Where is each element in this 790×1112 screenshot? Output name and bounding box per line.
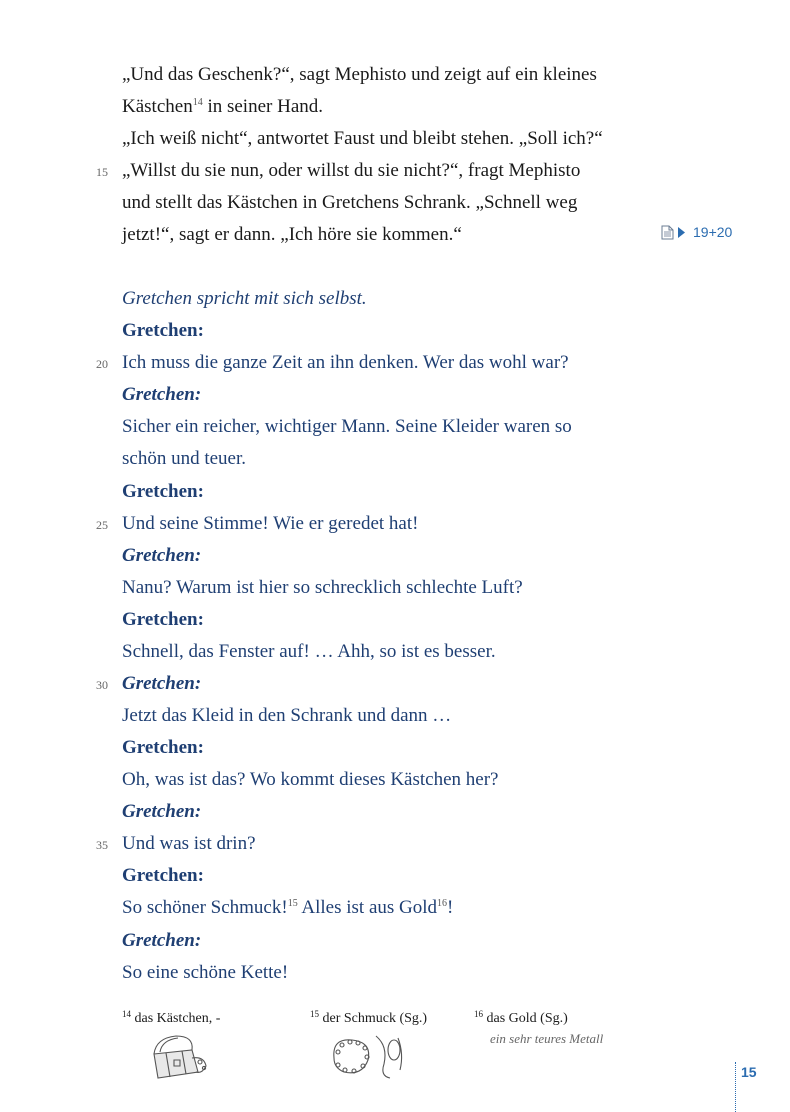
play-icon xyxy=(677,226,686,239)
footnote-ref: 16 xyxy=(437,898,448,909)
speaker-label: Gretchen: xyxy=(122,384,202,405)
document-icon xyxy=(661,225,674,240)
footnote-text: das Gold (Sg.) xyxy=(486,1011,568,1026)
narrative-line: jetzt!“, sagt er dann. „Ich höre sie kommen.“ xyxy=(122,224,462,245)
footnote-16 xyxy=(474,1011,568,1027)
footnote-text: das Kästchen, - xyxy=(134,1011,221,1026)
text-span: ! xyxy=(447,897,454,918)
text-span: in seiner Hand. xyxy=(202,96,324,117)
footnote-text: der Schmuck (Sg.) xyxy=(322,1011,428,1026)
footnote-number: 15 xyxy=(310,1009,319,1019)
dialogue-line: Schnell, das Fenster auf! … Ahh, so ist es besser. xyxy=(122,641,496,662)
speaker-label: Gretchen: xyxy=(122,865,204,886)
text-span: Kästchen xyxy=(122,96,193,117)
footnote-15 xyxy=(310,1011,427,1027)
speaker-label: Gretchen: xyxy=(122,320,204,341)
speaker-label: Gretchen: xyxy=(122,609,204,630)
dialogue-line: Ich muss die ganze Zeit an ihn denken. Wer das wohl war? xyxy=(122,352,569,373)
dialogue-line: Sicher ein reicher, wichtiger Mann. Seine Kleider waren so xyxy=(122,416,572,437)
dialogue-line: So eine schöne Kette! xyxy=(122,962,289,983)
dialogue-line: schön und teuer. xyxy=(122,448,247,469)
audio-track-link[interactable] xyxy=(661,224,732,240)
line-number: 30 xyxy=(96,678,108,692)
narrative-line: und stellt das Kästchen in Gretchens Schrank. „Schnell weg xyxy=(122,192,578,213)
dialogue-line: Und seine Stimme! Wie er geredet hat! xyxy=(122,513,419,534)
line-number: 25 xyxy=(96,518,108,532)
footnote-ref: 14 xyxy=(192,97,203,108)
footnote-14 xyxy=(122,1011,220,1027)
narrative-line xyxy=(122,96,323,118)
page-number: 15 xyxy=(741,1064,757,1080)
footnote-ref: 15 xyxy=(287,898,298,909)
speaker-label: Gretchen: xyxy=(122,481,204,502)
page-margin-rule xyxy=(735,1062,736,1112)
line-number: 20 xyxy=(96,357,108,371)
speaker-label: Gretchen: xyxy=(122,801,202,822)
narrative-line: „Und das Geschenk?“, sagt Mephisto und zeigt auf ein kleines xyxy=(122,64,597,85)
footnote-definition: ein sehr teures Metall xyxy=(490,1031,604,1046)
dialogue-line xyxy=(122,897,453,919)
narrative-line: „Willst du sie nun, oder willst du sie nicht?“, fragt Mephisto xyxy=(122,160,581,181)
text-span: Alles ist aus Gold xyxy=(297,897,438,918)
speaker-label: Gretchen: xyxy=(122,930,202,951)
dialogue-line: Und was ist drin? xyxy=(122,833,256,854)
speaker-label: Gretchen: xyxy=(122,737,204,758)
footnote-number: 14 xyxy=(122,1009,131,1019)
narrative-line: „Ich weiß nicht“, antwortet Faust und bleibt stehen. „Soll ich?“ xyxy=(122,128,603,149)
line-number: 35 xyxy=(96,838,108,852)
audio-track-label: 19+20 xyxy=(693,224,733,240)
speaker-label: Gretchen: xyxy=(122,673,202,694)
footnote-number: 16 xyxy=(474,1009,483,1019)
speaker-label: Gretchen: xyxy=(122,545,202,566)
jewelry-icon xyxy=(328,1030,410,1082)
text-span: So schöner Schmuck! xyxy=(122,897,288,918)
treasure-chest-icon xyxy=(146,1032,212,1084)
line-number: 15 xyxy=(96,165,108,179)
dialogue-line: Oh, was ist das? Wo kommt dieses Kästchen her? xyxy=(122,769,499,790)
stage-direction: Gretchen spricht mit sich selbst. xyxy=(122,288,367,309)
dialogue-line: Nanu? Warum ist hier so schrecklich schlechte Luft? xyxy=(122,577,523,598)
dialogue-line: Jetzt das Kleid in den Schrank und dann … xyxy=(122,705,452,726)
